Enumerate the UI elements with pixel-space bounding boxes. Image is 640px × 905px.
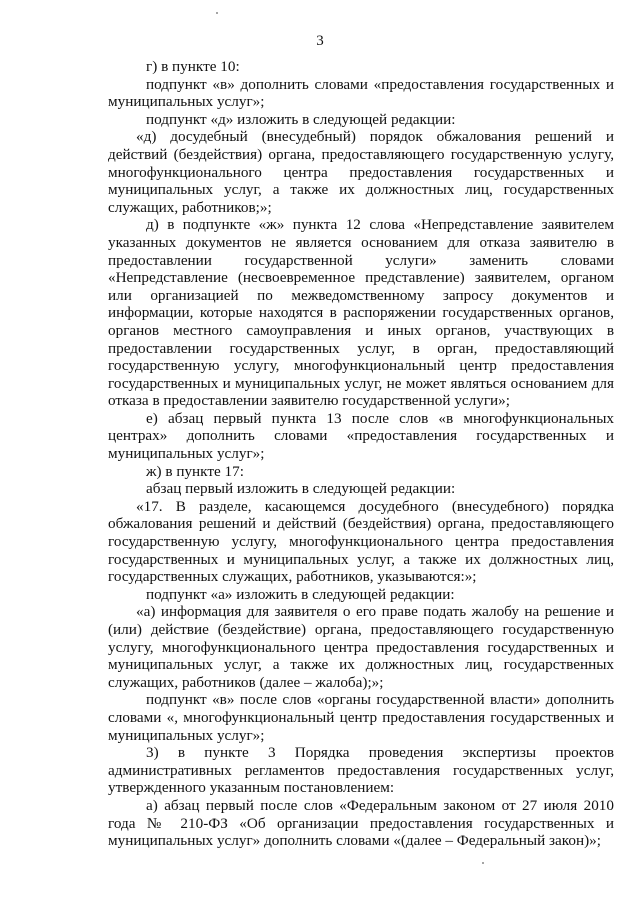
paragraph: подпункт «в» после слов «органы государственной власти» дополнить словами «, многофункциональный центр предоставления государственных и муниципальных услуг»; [108,691,614,744]
paragraph: «17. В разделе, касающемся досудебного (внесудебного) порядка обжалования решений и действий (бездействия) органа, предоставляющего государственную услугу, многофункционального центра предоставления государственных и муниципальных услуг, а также их должностных лиц, государственных служащих, работников, указываются:»; [108,497,614,586]
paragraph: а) абзац первый после слов «Федеральным законом от 27 июля 2010 года № 210-ФЗ «Об организации предоставления государственных и муниципальных услуг» дополнить словами «(далее – Федеральный закон)»; [108,796,614,850]
scan-speck [482,862,484,864]
paragraph: «д) досудебный (внесудебный) порядок обжалования решений и действий (бездействия) органа, предоставляющего государственную услугу, многофункционального центра предоставления государственных и муниципальных услуг, а также их должностных лиц, государственных служащих, работников;»; [108,128,614,216]
page-number: 3 [316,33,324,49]
paragraph: 3) в пункте 3 Порядка проведения экспертизы проектов административных регламентов предоставления государственных услуг, утвержденного указанным постановлением: [108,744,614,797]
paragraph: «а) информация для заявителя о его праве подать жалобу на решение и (или) действие (бездействие) органа, предоставляющего государственную услугу, многофункционального центра предоставления государственных и муниципальных услуг, а также их должностных лиц, государственных служащих, работников (далее – жалоба);»; [108,603,614,691]
paragraph: г) в пункте 10: [146,58,240,75]
paragraph: ж) в пункте 17: [146,462,244,480]
paragraph: подпункт «д» изложить в следующей редакции: [146,110,456,128]
paragraph: подпункт «в» дополнить словами «предоставления государственных и муниципальных услуг»; [108,75,614,111]
scan-speck [216,12,218,14]
paragraph: абзац первый изложить в следующей редакции: [146,480,456,498]
paragraph: д) в подпункте «ж» пункта 12 слова «Непредставление заявителем указанных документов не является основанием для отказа заявителю в предоставлении государственной услуги» заменить словами «Непредставление (несвоевременное представление) заявителем, органом или организацией по межведомственному запросу документов и информации, которые находятся в распоряжении государственных органов, органов местного самоуправления и иных органов, участвующих в предоставлении государственных услуг, в орган, предоставляющий государственную услугу, многофункциональный центр предоставления государственных и муниципальных услуг, не может являться основанием для отказа в предоставлении заявителю государственной услуги»; [108,216,614,410]
paragraph: подпункт «а» изложить в следующей редакции: [146,585,455,603]
paragraph: е) абзац первый пункта 13 после слов «в многофункциональных центрах» дополнить словами «предоставления государственных и муниципальных услуг»; [108,409,614,463]
document-body [108,58,614,850]
